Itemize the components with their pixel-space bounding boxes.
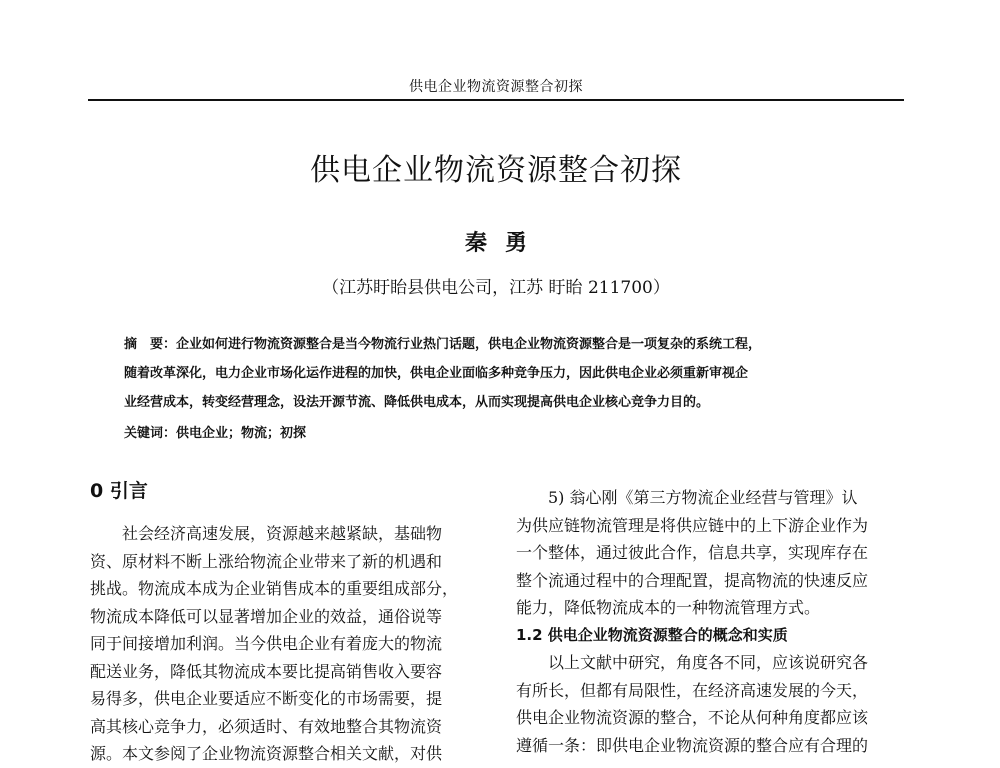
right-line-8: 供电企业物流资源的整合，不论从何种角度都应该 — [516, 708, 869, 727]
right-line-4: 整个流通过程中的合理配置，提高物流的快速反应 — [516, 570, 869, 590]
left-line-3: 挑战。物流成本成为企业销售成本的重要组成部分， — [90, 579, 459, 598]
left-line-8: 高其核心竞争力，必须适时、有效地整合其物流资 — [90, 716, 443, 736]
keywords-label: 关键词： — [124, 426, 177, 441]
author-affiliation: （江苏盱眙县供电公司，江苏 盱眙 211700） — [322, 278, 670, 298]
right-line-3: 一个整体，通过彼此合作，信息共享，实现库存在 — [516, 543, 869, 562]
left-line-9: 源。本文参阅了企业物流资源整合相关文献，对供 — [90, 744, 443, 763]
left-line-4: 物流成本降低可以显著增加企业的效益，通俗说等 — [90, 606, 443, 626]
section-heading-introduction: 0 引言 — [90, 480, 148, 502]
left-line-1: 社会经济高速发展，资源越来越紧缺，基础物 — [90, 524, 443, 543]
abstract-line-1 — [124, 330, 864, 359]
header-rule — [88, 99, 904, 101]
left-line-2: 资、原材料不断上涨给物流企业带来了新的机遇和 — [90, 551, 443, 571]
right-line-1: 5) 翁心刚《第三方物流企业经营与管理》认 — [516, 488, 858, 507]
abstract-line-2: 随着改革深化，电力企业市场化运作进程的加快，供电企业面临多种竞争压力，因此供电企业必须重新审视企 — [124, 366, 749, 381]
abstract — [124, 330, 864, 417]
left-line-5: 同于间接增加利润。当今供电企业有着庞大的物流 — [90, 634, 443, 653]
left-line-6: 配送业务，降低其物流成本要比提高销售收入要容 — [90, 661, 443, 681]
left-line-7: 易得多，供电企业要适应不断变化的市场需要，提 — [90, 689, 443, 708]
abstract-line-3: 业经营成本，转变经营理念，设法开源节流、降低供电成本，从而实现提高供电企业核心竞争力目的。 — [124, 395, 710, 410]
right-line-7: 有所长，但都有局限性，在经济高速发展的今天， — [516, 680, 869, 700]
right-line-2: 为供应链物流管理是将供应链中的上下游企业作为 — [516, 515, 869, 535]
right-line-5: 能力，降低物流成本的一种物流管理方式。 — [516, 598, 821, 617]
right-line-6: 以上文献中研究，角度各不同，应该说研究各 — [516, 653, 869, 672]
author-name: 秦勇 — [464, 230, 545, 256]
left-column — [90, 472, 482, 768]
article-title: 供电企业物流资源整合初探 — [310, 153, 682, 188]
keywords-text: 供电企业；物流；初探 — [176, 426, 307, 441]
abstract-label: 摘 要： — [124, 337, 177, 352]
abstract-text-1: 企业如何进行物流资源整合是当今物流行业热门话题，供电企业物流资源整合是一项复杂的系统工程， — [176, 337, 762, 352]
right-line-9: 遵循一条：即供电企业物流资源的整合应有合理的 — [516, 735, 869, 755]
running-head-title: 供电企业物流资源整合初探 — [409, 79, 583, 95]
subsection-heading-1-2: 1.2 供电企业物流资源整合的概念和实质 — [516, 625, 788, 644]
right-column — [516, 472, 908, 759]
keywords — [124, 419, 864, 448]
